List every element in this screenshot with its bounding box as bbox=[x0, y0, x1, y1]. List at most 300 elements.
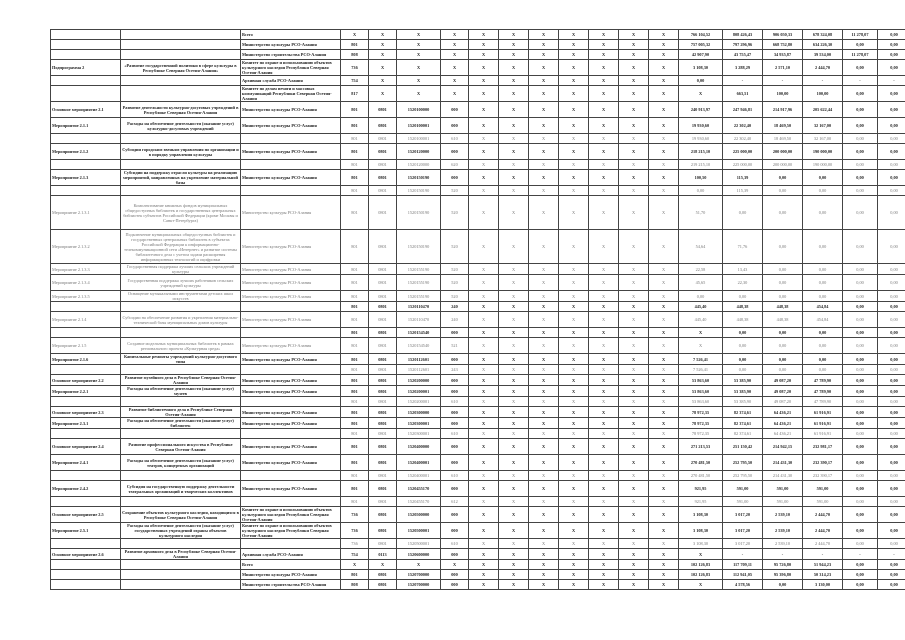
executor-cell bbox=[241, 302, 341, 312]
table-cell: 1520300000 bbox=[397, 407, 441, 418]
table-cell: 000 bbox=[441, 439, 469, 455]
table-cell: 0801 bbox=[369, 523, 397, 539]
table-cell: X bbox=[469, 170, 499, 186]
table-row bbox=[51, 407, 905, 418]
table-cell: 0,00 bbox=[843, 560, 878, 570]
table-cell: 0,00 bbox=[878, 439, 905, 455]
table-cell: 520 bbox=[441, 291, 469, 302]
table-cell: - bbox=[803, 549, 843, 560]
executor-cell bbox=[241, 429, 341, 439]
table-cell: 61 916,91 bbox=[803, 418, 843, 429]
table-cell: X bbox=[649, 471, 679, 481]
table-cell: 1520100001 bbox=[397, 134, 441, 144]
table-row bbox=[51, 481, 905, 497]
table-cell: X bbox=[499, 102, 529, 118]
table-cell: X bbox=[649, 196, 679, 230]
table-row bbox=[51, 118, 905, 134]
table-cell: 0,00 bbox=[803, 230, 843, 264]
table-cell: 0,00 bbox=[878, 560, 905, 570]
row-title: Субсидии городским звеньям управления по организации и в порядку управления культуры bbox=[121, 144, 241, 160]
table-cell: 0,00 bbox=[763, 338, 803, 354]
row-label bbox=[51, 560, 121, 570]
table-cell: X bbox=[589, 275, 619, 291]
table-cell: 4 578,56 bbox=[723, 580, 763, 590]
table-cell: 0,00 bbox=[878, 102, 905, 118]
table-cell: X bbox=[619, 429, 649, 439]
table-cell: 801 bbox=[341, 375, 369, 386]
table-cell: X bbox=[649, 570, 679, 580]
table-cell: X bbox=[499, 170, 529, 186]
table-row bbox=[51, 86, 905, 102]
table-cell: 0,00 bbox=[878, 580, 905, 590]
row-label bbox=[51, 302, 121, 312]
table-cell: X bbox=[589, 407, 619, 418]
executor-cell: Министерство культуры РСО-Алания bbox=[241, 275, 341, 291]
table-cell: 000 bbox=[441, 481, 469, 497]
table-cell: 736 bbox=[341, 60, 369, 76]
table-cell: X bbox=[589, 230, 619, 264]
table-cell: 3 108,30 bbox=[679, 539, 723, 549]
row-title bbox=[121, 580, 241, 590]
table-cell: 0801 bbox=[369, 455, 397, 471]
table-cell: X bbox=[469, 118, 499, 134]
table-cell: 0,00 bbox=[843, 580, 878, 590]
table-cell: 0801 bbox=[369, 160, 397, 170]
table-cell: 736 bbox=[341, 507, 369, 523]
table-cell: X bbox=[369, 30, 397, 40]
table-cell: X bbox=[619, 230, 649, 264]
table-cell: 1520154540 bbox=[397, 338, 441, 354]
executor-cell: Министерство культуры РСО-Алания bbox=[241, 418, 341, 429]
row-title bbox=[121, 429, 241, 439]
table-cell: 0,00 bbox=[803, 365, 843, 375]
table-cell: 0,00 bbox=[763, 580, 803, 590]
table-row bbox=[51, 134, 905, 144]
table-cell: 0,00 bbox=[843, 102, 878, 118]
executor-cell: Министерство культуры РСО-Алания bbox=[241, 291, 341, 302]
table-cell: 0,00 bbox=[803, 291, 843, 302]
table-cell: X bbox=[469, 302, 499, 312]
table-cell: 0,00 bbox=[763, 170, 803, 186]
table-cell: X bbox=[619, 580, 649, 590]
table-row bbox=[51, 418, 905, 429]
table-cell: X bbox=[589, 76, 619, 86]
table-row bbox=[51, 264, 905, 275]
table-cell: 591,00 bbox=[763, 481, 803, 497]
table-cell: 1520110470 bbox=[397, 302, 441, 312]
table-cell: X bbox=[499, 397, 529, 407]
table-row bbox=[51, 144, 905, 160]
table-cell: 0,00 bbox=[878, 60, 905, 76]
table-cell: X bbox=[649, 291, 679, 302]
table-cell: 000 bbox=[441, 418, 469, 429]
row-title bbox=[121, 302, 241, 312]
row-title: Развитие профессионального искусства в Республике Северная Осетия-Алания bbox=[121, 439, 241, 455]
table-cell: X bbox=[589, 328, 619, 338]
executor-cell: Министерство культуры РСО-Алания bbox=[241, 407, 341, 418]
table-cell: 801 bbox=[341, 291, 369, 302]
row-label: Основное мероприятие 2.3 bbox=[51, 407, 121, 418]
table-cell: 0,00 bbox=[843, 264, 878, 275]
table-cell: X bbox=[649, 354, 679, 365]
row-title: Сохранение объектов культурного наследия, находящихся в Республике Северная Осетия-Алания bbox=[121, 507, 241, 523]
table-cell: X bbox=[589, 186, 619, 196]
table-cell: X bbox=[499, 375, 529, 386]
table-cell: X bbox=[589, 302, 619, 312]
table-body bbox=[51, 30, 905, 590]
executor-cell: Министерство культуры РСО-Алания bbox=[241, 144, 341, 160]
table-cell: - bbox=[723, 76, 763, 86]
table-cell: X bbox=[649, 30, 679, 40]
table-cell: 1520400000 bbox=[397, 439, 441, 455]
table-cell: X bbox=[469, 523, 499, 539]
table-cell: 0,00 bbox=[843, 507, 878, 523]
table-cell: X bbox=[649, 375, 679, 386]
table-cell: X bbox=[529, 523, 559, 539]
table-cell: X bbox=[589, 471, 619, 481]
table-cell: 1520100000 bbox=[397, 102, 441, 118]
table-cell: 0,00 bbox=[843, 523, 878, 539]
table-cell: X bbox=[529, 375, 559, 386]
table-cell: X bbox=[559, 418, 589, 429]
table-cell: 0801 bbox=[369, 507, 397, 523]
table-cell: X bbox=[369, 50, 397, 60]
table-cell: X bbox=[529, 186, 559, 196]
table-cell: X bbox=[529, 275, 559, 291]
table-cell: - bbox=[878, 76, 905, 86]
table-cell: X bbox=[499, 418, 529, 429]
table-cell: X bbox=[589, 50, 619, 60]
table-cell: X bbox=[619, 354, 649, 365]
table-cell: 0,00 bbox=[803, 328, 843, 338]
table-cell: 0801 bbox=[369, 312, 397, 328]
table-cell: 0801 bbox=[369, 386, 397, 397]
table-row bbox=[51, 397, 905, 407]
row-title bbox=[121, 160, 241, 170]
row-label: Мероприятие 2.3.1 bbox=[51, 418, 121, 429]
table-cell: X bbox=[589, 30, 619, 40]
table-cell: 754 bbox=[341, 549, 369, 560]
table-cell: 0,00 bbox=[843, 338, 878, 354]
table-cell: 000 bbox=[441, 375, 469, 386]
table-cell: 232 390,17 bbox=[803, 455, 843, 471]
table-cell: 0,00 bbox=[843, 160, 878, 170]
table-cell: X bbox=[529, 570, 559, 580]
table-cell: X bbox=[589, 397, 619, 407]
table-cell: 1520300001 bbox=[397, 418, 441, 429]
table-cell: X bbox=[559, 455, 589, 471]
table-cell: 0801 bbox=[369, 407, 397, 418]
table-cell: X bbox=[441, 76, 469, 86]
row-label: Мероприятие 2.1.4 bbox=[51, 312, 121, 328]
table-cell: 0,00 bbox=[878, 40, 905, 50]
table-cell: 454,84 bbox=[803, 312, 843, 328]
table-cell: 54,64 bbox=[679, 230, 723, 264]
table-cell: 000 bbox=[441, 118, 469, 134]
table-cell: X bbox=[649, 102, 679, 118]
table-cell: 1520455170 bbox=[397, 481, 441, 497]
table-cell: 270 481,50 bbox=[679, 471, 723, 481]
row-title: Развитие музейного дела в Республике Северная Осетия-Алания bbox=[121, 375, 241, 386]
table-cell: X bbox=[441, 560, 469, 570]
table-cell: X bbox=[529, 418, 559, 429]
table-cell: 445,40 bbox=[679, 312, 723, 328]
table-cell: 0,00 bbox=[878, 50, 905, 60]
table-cell: 801 bbox=[341, 471, 369, 481]
table-cell: X bbox=[469, 497, 499, 507]
table-cell: 520 bbox=[441, 230, 469, 264]
table-cell: 82 374,61 bbox=[723, 418, 763, 429]
row-title bbox=[121, 365, 241, 375]
table-cell: - bbox=[763, 549, 803, 560]
table-cell: X bbox=[469, 560, 499, 570]
table-cell: 0,00 bbox=[878, 312, 905, 328]
table-row bbox=[51, 365, 905, 375]
table-cell: 3 288,29 bbox=[723, 60, 763, 76]
table-cell: X bbox=[619, 549, 649, 560]
table-cell: 19 930,60 bbox=[679, 118, 723, 134]
table-cell: X bbox=[589, 560, 619, 570]
table-cell: 0,00 bbox=[878, 291, 905, 302]
table-row bbox=[51, 354, 905, 365]
table-cell: X bbox=[469, 30, 499, 40]
table-row bbox=[51, 560, 905, 570]
table-cell: X bbox=[529, 429, 559, 439]
budget-table-sheet bbox=[50, 29, 898, 590]
table-cell: X bbox=[499, 338, 529, 354]
table-cell: 801 bbox=[341, 497, 369, 507]
table-cell: 454,84 bbox=[803, 302, 843, 312]
table-cell: X bbox=[589, 365, 619, 375]
table-cell: X bbox=[469, 407, 499, 418]
budget-table bbox=[50, 29, 905, 590]
table-cell: X bbox=[559, 375, 589, 386]
table-cell: 43 755,47 bbox=[723, 50, 763, 60]
row-title bbox=[121, 76, 241, 86]
table-cell: X bbox=[499, 497, 529, 507]
row-label: Мероприятие 2.1.3.1 bbox=[51, 196, 121, 230]
table-cell: 1520500000 bbox=[397, 507, 441, 523]
table-cell: 591,00 bbox=[803, 481, 843, 497]
table-cell: 270 481,50 bbox=[679, 455, 723, 471]
table-cell: X bbox=[619, 365, 649, 375]
table-cell: 1520700000 bbox=[397, 570, 441, 580]
table-cell: 42 907,90 bbox=[679, 50, 723, 60]
table-cell: X bbox=[559, 144, 589, 160]
table-cell: X bbox=[529, 170, 559, 186]
table-cell: X bbox=[559, 549, 589, 560]
table-cell: 610 bbox=[441, 397, 469, 407]
table-cell: 0,00 bbox=[723, 196, 763, 230]
table-cell: X bbox=[649, 50, 679, 60]
table-row bbox=[51, 160, 905, 170]
table-cell: 0,00 bbox=[679, 76, 723, 86]
table-cell: X bbox=[397, 76, 441, 86]
table-cell: 0,00 bbox=[803, 196, 843, 230]
table-row bbox=[51, 30, 905, 40]
table-cell: 000 bbox=[441, 386, 469, 397]
table-cell: X bbox=[649, 429, 679, 439]
table-cell: X bbox=[619, 312, 649, 328]
table-cell: X bbox=[619, 186, 649, 196]
row-label bbox=[51, 160, 121, 170]
row-title: Расходы на обеспечение деятельности (оказание услуг) культурно-досуговых учреждений bbox=[121, 118, 241, 134]
table-cell: X bbox=[559, 186, 589, 196]
table-cell: 45,65 bbox=[679, 275, 723, 291]
table-cell: X bbox=[529, 102, 559, 118]
executor-cell: Комитет по охране и использованию объектов культурного наследия Республики Северная Осетия-Алания bbox=[241, 523, 341, 539]
table-cell: X bbox=[559, 580, 589, 590]
table-cell: X bbox=[529, 134, 559, 144]
table-cell: 1520120000 bbox=[397, 160, 441, 170]
row-label: Мероприятие 2.1.3.5 bbox=[51, 291, 121, 302]
table-cell: 0801 bbox=[369, 365, 397, 375]
table-cell: 1520112601 bbox=[397, 354, 441, 365]
table-cell: X bbox=[589, 264, 619, 275]
table-cell: 240 bbox=[441, 302, 469, 312]
table-cell: 0801 bbox=[369, 354, 397, 365]
table-cell: 47 789,90 bbox=[803, 375, 843, 386]
table-cell: X bbox=[469, 60, 499, 76]
row-title bbox=[121, 328, 241, 338]
table-cell: 240 913,97 bbox=[679, 102, 723, 118]
table-cell: 3 017,20 bbox=[723, 539, 763, 549]
table-cell: X bbox=[559, 560, 589, 570]
table-cell: 0,00 bbox=[763, 354, 803, 365]
table-cell: X bbox=[679, 338, 723, 354]
table-cell: 921,95 bbox=[679, 497, 723, 507]
table-cell: X bbox=[619, 560, 649, 570]
table-cell: 214 942,15 bbox=[763, 439, 803, 455]
table-cell: 0,00 bbox=[843, 312, 878, 328]
table-cell: 1520500001 bbox=[397, 523, 441, 539]
table-cell: 51 944,23 bbox=[803, 560, 843, 570]
table-cell: X bbox=[649, 365, 679, 375]
table-cell: 801 bbox=[341, 328, 369, 338]
executor-cell bbox=[241, 539, 341, 549]
table-cell: 1520200000 bbox=[397, 375, 441, 386]
table-cell: X bbox=[649, 507, 679, 523]
table-cell: 921,95 bbox=[679, 481, 723, 497]
table-cell: 0,00 bbox=[843, 539, 878, 549]
table-cell: 0,00 bbox=[878, 134, 905, 144]
table-cell: X bbox=[619, 471, 649, 481]
table-cell: X bbox=[559, 134, 589, 144]
table-cell: 0,00 bbox=[843, 481, 878, 497]
table-cell: X bbox=[469, 375, 499, 386]
table-cell: 214 917,96 bbox=[763, 102, 803, 118]
table-cell: 0,00 bbox=[843, 418, 878, 429]
table-cell: X bbox=[341, 30, 369, 40]
table-cell: 0,00 bbox=[878, 375, 905, 386]
table-cell: 32 167,00 bbox=[803, 134, 843, 144]
table-cell: X bbox=[469, 338, 499, 354]
table-cell: X bbox=[649, 397, 679, 407]
table-cell: 0,00 bbox=[843, 386, 878, 397]
table-cell: 0801 bbox=[369, 580, 397, 590]
table-cell: 520 bbox=[441, 186, 469, 196]
table-cell: 663,51 bbox=[723, 86, 763, 102]
table-cell: 0,00 bbox=[878, 407, 905, 418]
table-cell: 1520112601 bbox=[397, 365, 441, 375]
table-row bbox=[51, 549, 905, 560]
table-cell: 0,00 bbox=[878, 497, 905, 507]
row-label bbox=[51, 40, 121, 50]
table-cell: - bbox=[803, 76, 843, 86]
executor-cell: Архивная служба РСО-Алания bbox=[241, 549, 341, 560]
table-cell: 801 bbox=[341, 170, 369, 186]
table-cell: 0,00 bbox=[723, 338, 763, 354]
table-cell: 0,00 bbox=[723, 291, 763, 302]
table-cell: X bbox=[649, 86, 679, 102]
table-cell: 0,00 bbox=[843, 134, 878, 144]
table-cell: 64 436,21 bbox=[763, 407, 803, 418]
table-cell: X bbox=[559, 507, 589, 523]
table-cell: X bbox=[529, 407, 559, 418]
table-cell: 0,00 bbox=[803, 264, 843, 275]
table-cell: 100,00 bbox=[763, 86, 803, 102]
table-cell: 95 726,80 bbox=[763, 560, 803, 570]
table-cell: X bbox=[589, 40, 619, 50]
table-cell: X bbox=[469, 439, 499, 455]
table-cell: X bbox=[469, 580, 499, 590]
table-cell: 754 bbox=[341, 76, 369, 86]
table-cell: 0,00 bbox=[878, 144, 905, 160]
row-label bbox=[51, 30, 121, 40]
table-cell: 0,00 bbox=[843, 328, 878, 338]
table-cell: 448,38 bbox=[723, 302, 763, 312]
table-cell: 49 087,20 bbox=[763, 397, 803, 407]
table-cell: X bbox=[469, 40, 499, 50]
row-label bbox=[51, 50, 121, 60]
table-cell: 64 436,21 bbox=[763, 418, 803, 429]
table-row bbox=[51, 50, 905, 60]
row-label: Мероприятие 2.1.3.3 bbox=[51, 264, 121, 275]
table-cell: 0801 bbox=[369, 302, 397, 312]
executor-cell: Министерство культуры РСО-Алания bbox=[241, 375, 341, 386]
table-cell: 0,00 bbox=[763, 230, 803, 264]
table-cell: X bbox=[559, 40, 589, 50]
table-cell: 95 396,80 bbox=[763, 570, 803, 580]
table-cell: 1520400001 bbox=[397, 455, 441, 471]
table-cell: X bbox=[499, 570, 529, 580]
table-cell: 1520155190 bbox=[397, 275, 441, 291]
table-cell: X bbox=[469, 418, 499, 429]
table-cell: X bbox=[529, 264, 559, 275]
table-cell: X bbox=[499, 386, 529, 397]
table-cell: 252 795,50 bbox=[723, 471, 763, 481]
table-cell: 51,70 bbox=[679, 196, 723, 230]
table-cell: 219 215,10 bbox=[679, 160, 723, 170]
row-label bbox=[51, 539, 121, 549]
table-cell: 2 539,10 bbox=[763, 539, 803, 549]
table-cell: 0801 bbox=[369, 497, 397, 507]
table-cell: 7 526,41 bbox=[679, 365, 723, 375]
table-cell: X bbox=[499, 76, 529, 86]
table-cell: 0,00 bbox=[843, 570, 878, 580]
table-cell: 0,00 bbox=[843, 429, 878, 439]
table-row bbox=[51, 40, 905, 50]
table-cell: 801 bbox=[341, 230, 369, 264]
table-cell: 0,00 bbox=[878, 365, 905, 375]
table-cell: 1520110470 bbox=[397, 312, 441, 328]
table-cell: 2 444,70 bbox=[803, 539, 843, 549]
table-cell: 906 050,33 bbox=[763, 30, 803, 40]
executor-cell: Министерство культуры РСО-Алания bbox=[241, 338, 341, 354]
table-cell: 0801 bbox=[369, 471, 397, 481]
table-cell: X bbox=[469, 539, 499, 549]
table-cell: X bbox=[499, 507, 529, 523]
